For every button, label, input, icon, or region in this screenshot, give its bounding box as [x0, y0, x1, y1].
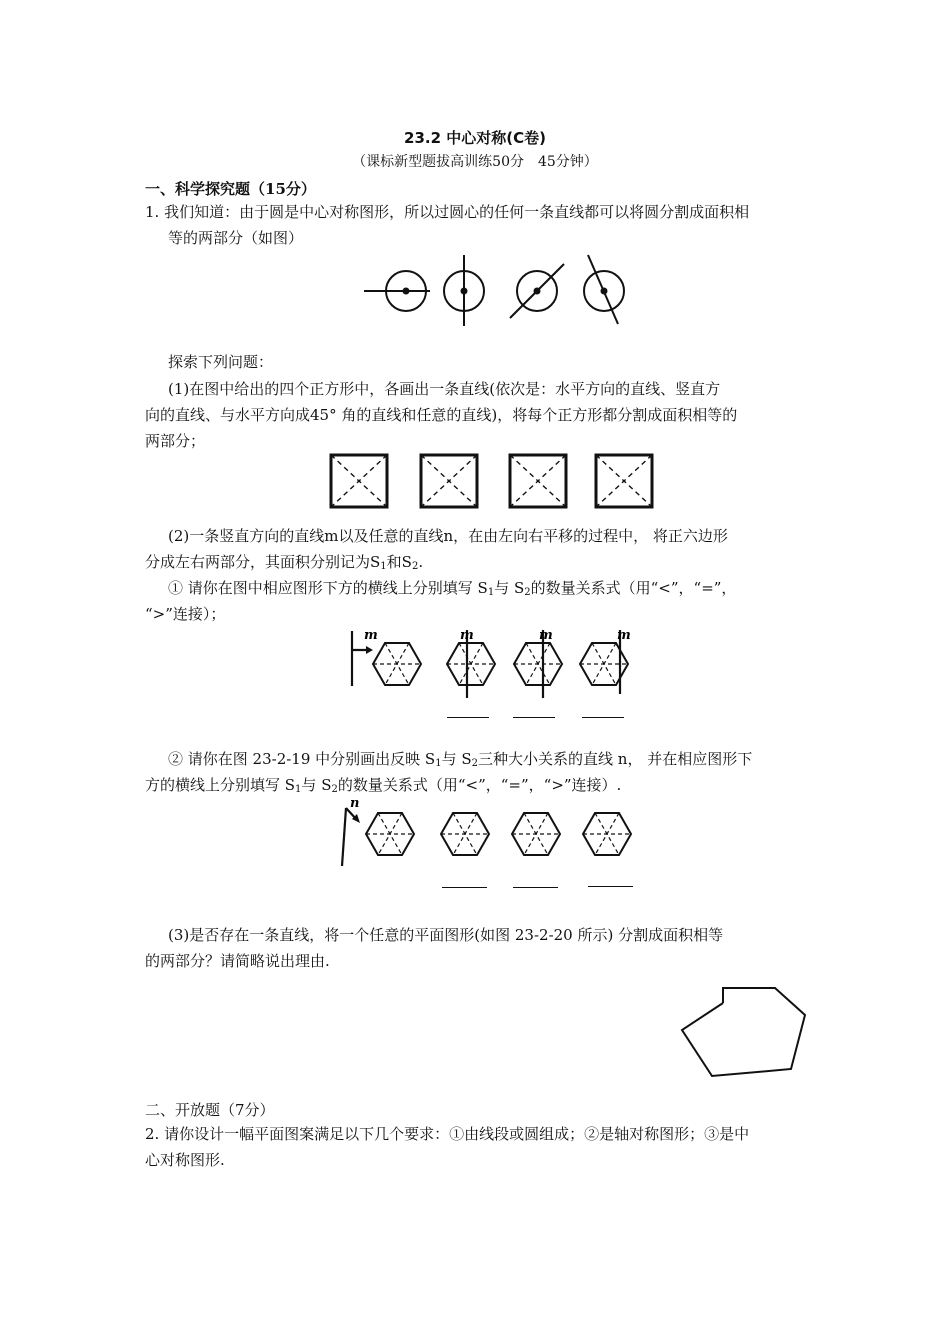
answer-blank-n-2[interactable]	[513, 887, 558, 888]
hexagons-n-figure	[330, 798, 640, 873]
answer-blank-m-3[interactable]	[582, 717, 624, 718]
part3-line2: 的两部分？请简略说出理由.	[145, 952, 330, 970]
section-2-heading: 二、开放题（7分）	[145, 1101, 275, 1119]
label-m-2: m	[460, 628, 474, 643]
part1-line2: 向的直线、与水平方向成45° 角的直线和任意的直线)，将每个正方形都分割成面积相等的	[145, 406, 738, 424]
question-c1-line2: “>”连接）；	[145, 605, 226, 623]
label-m-1: m	[364, 628, 378, 643]
part1-line3: 两部分；	[145, 432, 206, 450]
squares-figure	[328, 452, 628, 510]
page-subtitle: （课标新型题拔高训练50分 45分钟）	[352, 154, 598, 170]
explore-label: 探索下列问题：	[168, 353, 274, 371]
question-c2-line1: ② 请你在图 23-2-19 中分别画出反映 $S_1$与 $S_2$三种大小关系的直线 n， 并在相应图形下	[168, 750, 753, 769]
arbitrary-polygon-figure	[680, 985, 810, 1080]
q2-line2: 心对称图形.	[145, 1151, 225, 1169]
answer-blank-n-1[interactable]	[442, 887, 487, 888]
part2-line1: (2)一条竖直方向的直线m以及任意的直线n，在由左向右平移的过程中， 将正六边形	[168, 527, 728, 545]
part2-line2: 分成左右两部分，其面积分别记为$S_1$和$S_2$.	[145, 553, 424, 572]
part1-line1: (1)在图中给出的四个正方形中，各画出一条直线(依次是：水平方向的直线、竖直方	[168, 380, 721, 398]
label-m-3: m	[539, 628, 553, 643]
answer-blank-m-2[interactable]	[513, 717, 555, 718]
hexagons-m-figure	[345, 628, 635, 708]
question-c1-line1: ① 请你在图中相应图形下方的横线上分别填写 $S_1$与 $S_2$的数量关系式（用“<”，“=”，	[168, 579, 737, 598]
answer-blank-n-3[interactable]	[588, 886, 633, 887]
label-n: n	[350, 796, 360, 811]
label-m-4: m	[617, 628, 631, 643]
part3-line1: (3)是否存在一条直线，将一个任意的平面图形(如图 23-2-20 所示) 分割成面积相等	[168, 926, 724, 944]
answer-blank-m-1[interactable]	[447, 717, 489, 718]
circles-figure	[360, 262, 630, 332]
q2-line1: 2. 请你设计一幅平面图案满足以下几个要求：①由线段或圆组成；②是轴对称图形；③是中	[145, 1125, 750, 1143]
question-c2-line2: 方的横线上分别填写 $S_1$与 $S_2$的数量关系式（用“<”，“=”，“>”连接）.	[145, 776, 622, 795]
q1-intro-line1: 1. 我们知道：由于圆是中心对称图形，所以过圆心的任何一条直线都可以将圆分割成面积相	[145, 203, 750, 221]
page-title: 23.2 中心对称(C卷)	[404, 129, 546, 147]
section-1-heading: 一、科学探究题（15分）	[145, 180, 316, 198]
q1-intro-line2: 等的两部分（如图）	[168, 229, 304, 247]
